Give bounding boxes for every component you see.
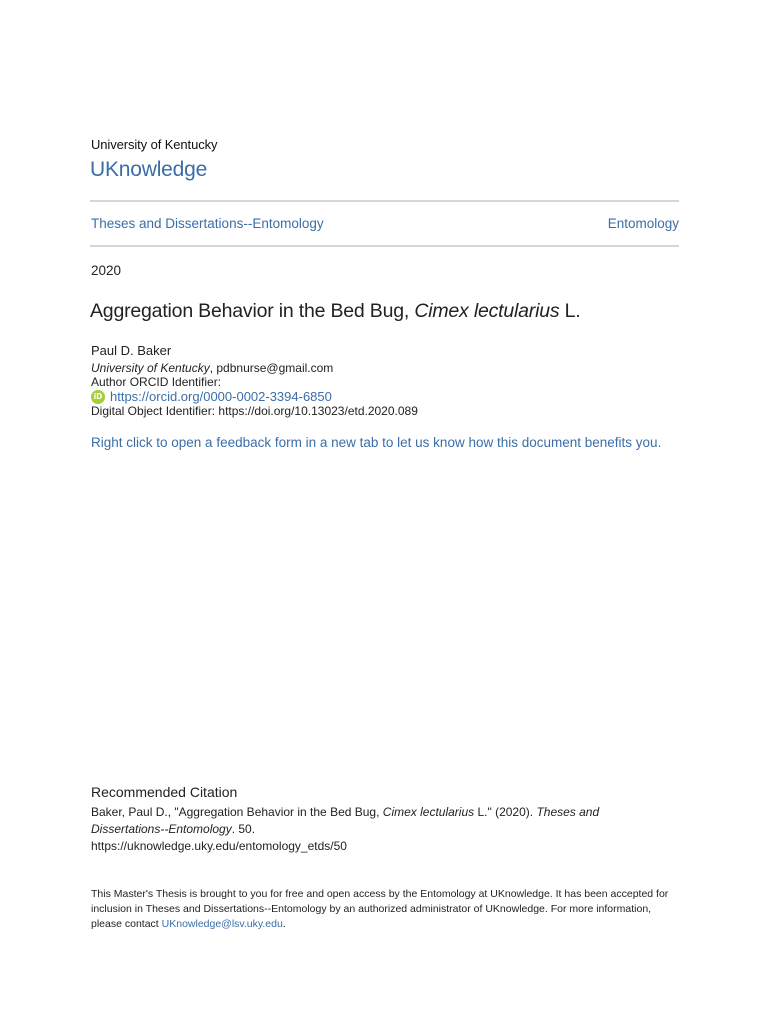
citation-part1: Baker, Paul D., "Aggregation Behavior in the Bed Bug, bbox=[91, 805, 383, 819]
author-name: Paul D. Baker bbox=[91, 343, 172, 358]
divider-top bbox=[90, 200, 679, 202]
citation-part3: . 50. bbox=[231, 822, 256, 836]
contact-email-link[interactable]: UKnowledge@lsv.uky.edu bbox=[161, 918, 283, 930]
institution-name: University of Kentucky bbox=[91, 137, 218, 152]
title-species: Cimex lectularius bbox=[414, 300, 560, 322]
footer-end: . bbox=[282, 918, 286, 930]
citation-species: Cimex lectularius bbox=[382, 805, 475, 819]
orcid-label: Author ORCID Identifier: bbox=[91, 375, 222, 389]
series-link[interactable]: Theses and Dissertations--Entomology bbox=[91, 216, 324, 231]
citation-url[interactable]: https://uknowledge.uky.edu/entomology_etds/50 bbox=[91, 839, 347, 853]
divider-bottom bbox=[90, 245, 679, 247]
footer-notice bbox=[91, 887, 681, 932]
orcid-link[interactable] bbox=[91, 389, 332, 404]
affiliation-institution: University of Kentucky bbox=[91, 361, 210, 375]
title-suffix: L. bbox=[559, 300, 581, 322]
doi-line: Digital Object Identifier: https://doi.org/10.13023/etd.2020.089 bbox=[91, 404, 418, 418]
title-prefix: Aggregation Behavior in the Bed Bug, bbox=[90, 300, 415, 322]
publication-year: 2020 bbox=[91, 263, 122, 278]
department-link[interactable]: Entomology bbox=[607, 216, 679, 231]
citation-series: Theses and Dissertations--Entomology bbox=[91, 805, 600, 836]
orcid-icon: iD bbox=[91, 390, 105, 404]
orcid-url[interactable]: https://orcid.org/0000-0002-3394-6850 bbox=[110, 389, 332, 404]
recommended-citation bbox=[91, 804, 651, 855]
author-affiliation bbox=[91, 361, 333, 375]
affiliation-email: , pdbnurse@gmail.com bbox=[209, 361, 334, 375]
recommended-citation-heading: Recommended Citation bbox=[91, 784, 238, 800]
citation-part2: L." (2020). bbox=[474, 805, 537, 819]
feedback-link[interactable]: Right click to open a feedback form in a new tab to let us know how this document benefits you. bbox=[91, 435, 662, 450]
document-title bbox=[90, 300, 581, 323]
repository-link[interactable]: UKnowledge bbox=[90, 158, 208, 181]
footer-text: This Master's Thesis is brought to you for free and open access by the Entomology at UKnowledge. It has been accepted for inclusion in Theses and Dissertations--Entomology by an authorized administrator of UKnowledge. For more information, please contact bbox=[91, 888, 669, 930]
